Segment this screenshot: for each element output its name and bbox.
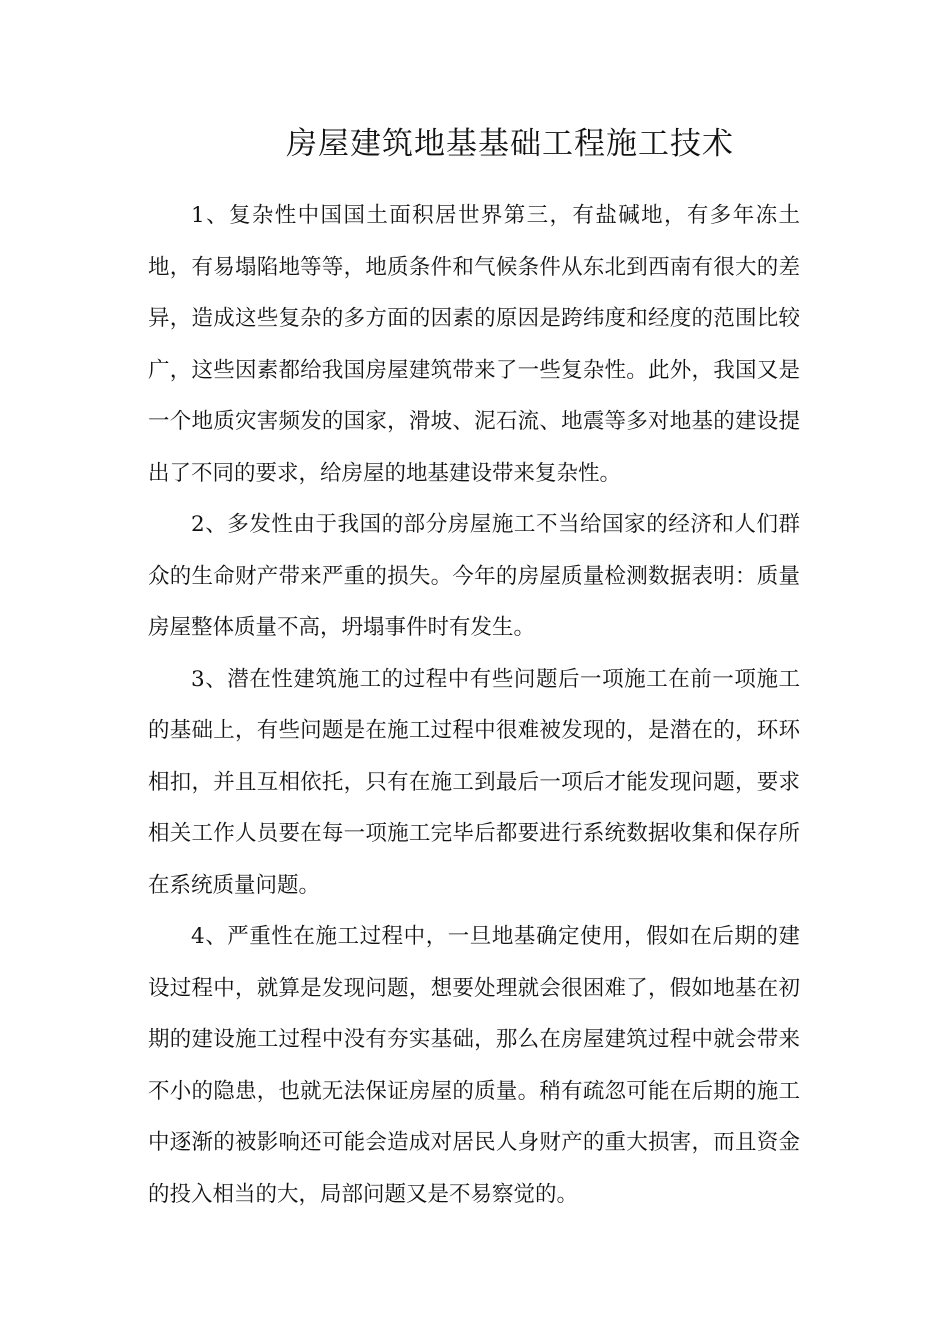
document-title: 房屋建筑地基基础工程施工技术 xyxy=(286,126,734,162)
paragraph-severity: 4、严重性在施工过程中，一旦地基确定使用，假如在后期的建设过程中，就算是发现问题，想要处理就会很困难了，假如地基在初期的建设施工过程中没有夯实基础，那么在房屋建筑过程中就会带来不小的隐患，也就无法保证房屋的质量。稍有疏忽可能在后期的施工中逐渐的被影响还可能会造成对居民人身财产的重大损害，而且资金的投入相当的大，局部问题又是不易察觉的。 xyxy=(148,924,800,1207)
paragraph-complexity: 1、复杂性中国国土面积居世界第三，有盐碱地，有多年冻土地，有易塌陷地等等，地质条件和气候条件从东北到西南有很大的差异，造成这些复杂的多方面的因素的原因是跨纬度和经度的范围比较广，这些因素都给我国房屋建筑带来了一些复杂性。此外，我国又是一个地质灾害频发的国家，滑坡、泥石流、地震等多对地基的建设提出了不同的要求，给房屋的地基建设带来复杂性。 xyxy=(148,203,800,486)
document-body xyxy=(148,190,800,1220)
paragraph-frequency: 2、多发性由于我国的部分房屋施工不当给国家的经济和人们群众的生命财产带来严重的损失。今年的房屋质量检测数据表明：质量房屋整体质量不高，坍塌事件时有发生。 xyxy=(148,512,800,640)
paragraph-latency: 3、潜在性建筑施工的过程中有些问题后一项施工在前一项施工的基础上，有些问题是在施工过程中很难被发现的，是潜在的，环环相扣，并且互相依托，只有在施工到最后一项后才能发现问题，要求相关工作人员要在每一项施工完毕后都要进行系统数据收集和保存所在系统质量问题。 xyxy=(148,666,800,898)
